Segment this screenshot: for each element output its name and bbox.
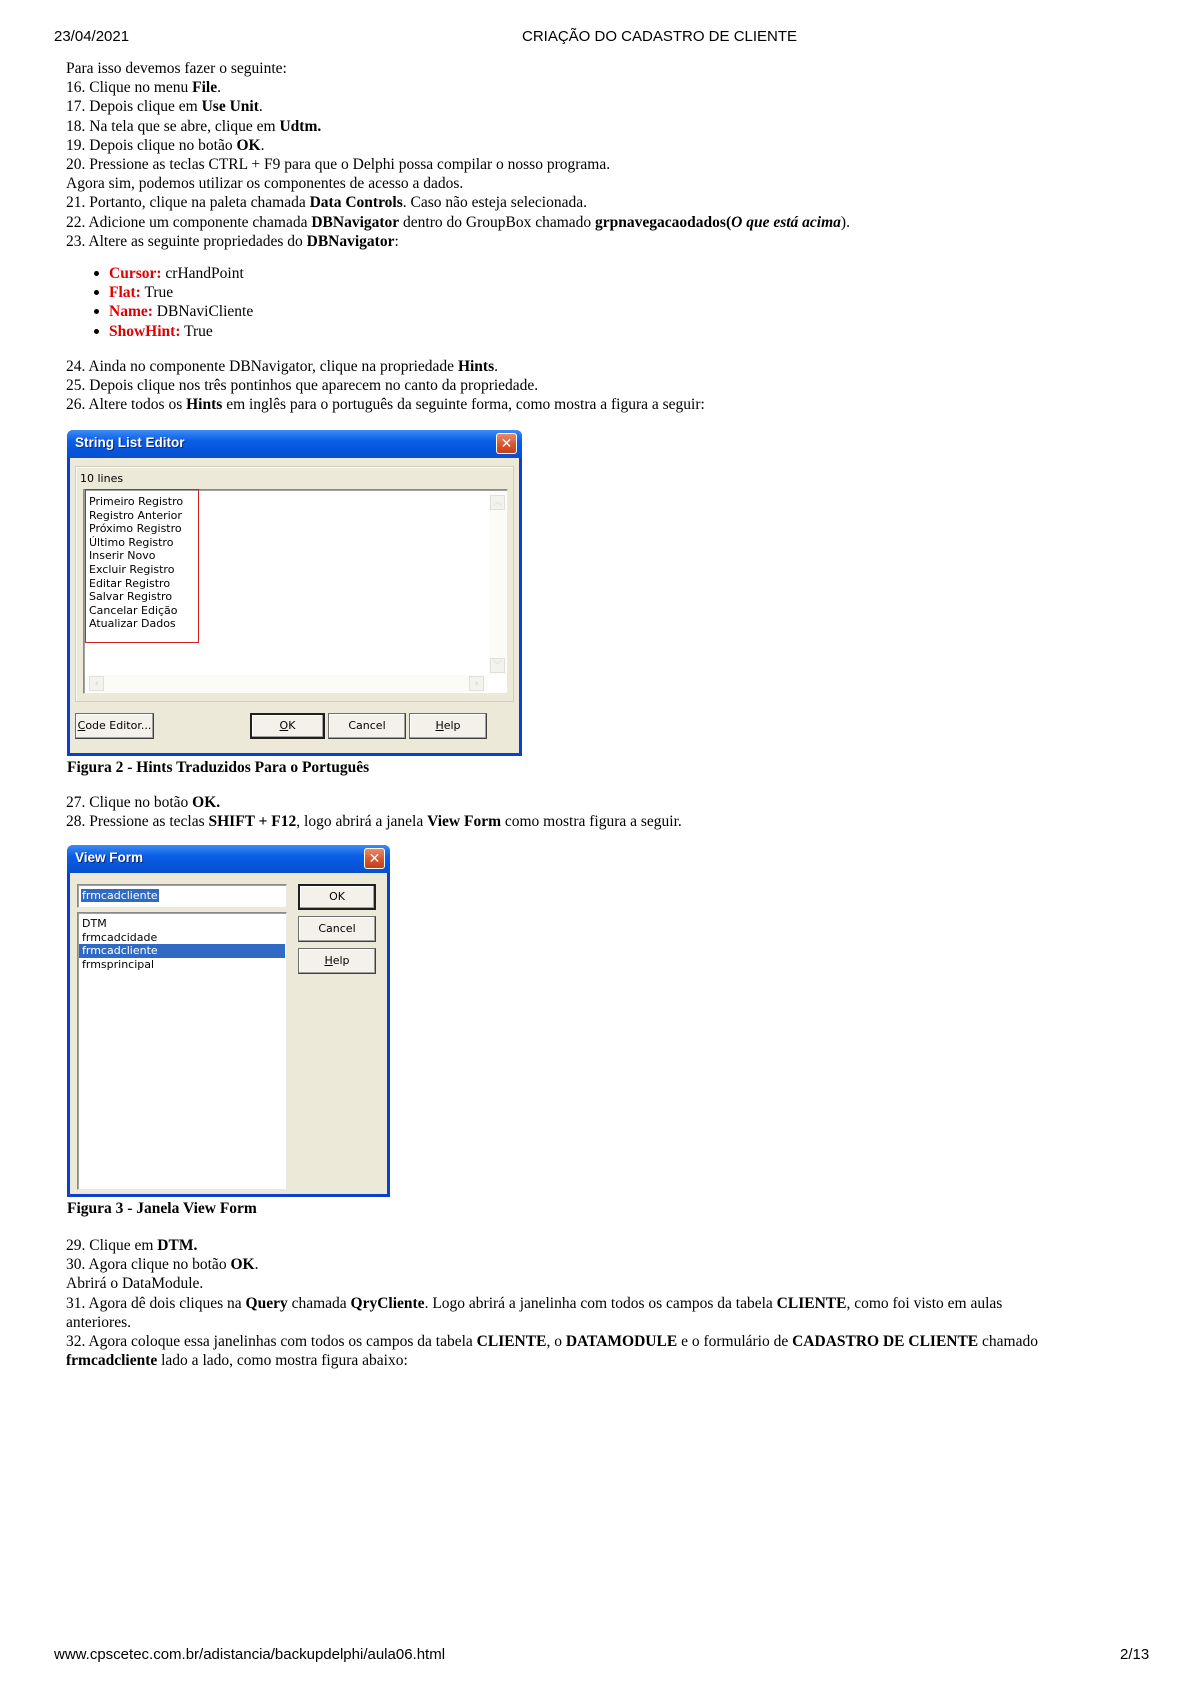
view-form-dialog — [67, 845, 390, 1197]
instruction-line: 31. Agora dê dois cliques na Query chamada QryCliente. Logo abrirá a janelinha com todos os campos da tabela CLIENTE, como foi visto em aulas — [66, 1294, 1003, 1312]
instruction-line: 32. Agora coloque essa janelinhas com todos os campos da tabela CLIENTE, o DATAMODULE e o formulário de CADASTRO DE CLIENTE chamado — [66, 1333, 1038, 1350]
dialog-title: View Form — [75, 850, 144, 865]
instruction-line: Abrirá o DataModule. — [66, 1275, 204, 1293]
cancel-button[interactable]: Cancel — [298, 916, 376, 942]
instruction-line: 19. Depois clique no botão OK. — [66, 136, 265, 154]
property-item: Cursor: crHandPoint — [94, 264, 244, 283]
form-list-item[interactable]: DTM — [82, 917, 107, 930]
instruction-line: 22. Adicione um componente chamada DBNavigator dentro do GroupBox chamado grpnavegacaodados(O que está acima). — [66, 213, 850, 231]
scroll-right-icon[interactable]: › — [469, 676, 484, 691]
close-icon[interactable]: ✕ — [496, 433, 517, 454]
bullet-icon — [94, 329, 99, 334]
vertical-scrollbar[interactable] — [489, 491, 506, 675]
figure-2-caption: Figura 2 - Hints Traduzidos Para o Português — [67, 759, 370, 776]
dialog-title: String List Editor — [75, 435, 185, 450]
instruction-line: 21. Portanto, clique na paleta chamada Data Controls. Caso não esteja selecionada. — [66, 194, 587, 212]
ok-button[interactable]: OK — [250, 713, 325, 739]
header-date: 23/04/2021 — [54, 28, 130, 45]
lines-groupbox — [75, 466, 514, 702]
string-line: Atualizar Dados — [89, 617, 176, 631]
bullet-icon — [94, 290, 99, 295]
bullet-icon — [94, 309, 99, 314]
instruction-line: 17. Depois clique em Use Unit. — [66, 98, 263, 116]
string-line: Salvar Registro — [89, 590, 173, 604]
scroll-down-icon[interactable]: ﹀ — [490, 658, 505, 673]
property-item: Name: DBNaviCliente — [94, 302, 253, 321]
instruction-line: 27. Clique no botão OK. — [66, 794, 221, 811]
scroll-left-icon[interactable]: ‹ — [89, 676, 104, 691]
instruction-line: 24. Ainda no componente DBNavigator, clique na propriedade Hints. — [66, 358, 498, 375]
code-editor-button[interactable]: Code Editor... — [75, 713, 154, 739]
help-button[interactable]: Help — [298, 948, 376, 974]
instruction-line: 30. Agora clique no botão OK. — [66, 1256, 259, 1274]
string-line: Inserir Novo — [89, 549, 156, 563]
bullet-icon — [94, 271, 99, 276]
horizontal-scrollbar[interactable] — [85, 675, 488, 692]
close-icon[interactable]: ✕ — [364, 848, 385, 869]
property-item: Flat: True — [94, 283, 173, 302]
form-list-item[interactable]: frmcadcidade — [82, 930, 158, 944]
cancel-button[interactable]: Cancel — [328, 713, 406, 739]
instruction-line: 29. Clique em DTM. — [66, 1237, 198, 1254]
title-bar — [67, 430, 522, 458]
footer-url: www.cpscetec.com.br/adistancia/backupdelphi/aula06.html — [54, 1646, 446, 1663]
instruction-line: Agora sim, podemos utilizar os componentes de acesso a dados. — [66, 175, 464, 193]
scroll-up-icon[interactable]: ︿ — [490, 495, 505, 510]
string-line: Próximo Registro — [89, 522, 182, 536]
edited-lines-highlight — [85, 489, 199, 643]
instruction-line: 16. Clique no menu File. — [66, 79, 221, 97]
string-line: Último Registro — [89, 535, 174, 549]
property-item: ShowHint: True — [94, 322, 213, 341]
form-list-item[interactable]: frmsprincipal — [82, 957, 155, 971]
footer-page-number: 2/13 — [1120, 1646, 1150, 1663]
form-name-input[interactable]: frmcadcliente — [77, 884, 287, 908]
instruction-line: anteriores. — [66, 1313, 131, 1331]
instruction-line: 28. Pressione as teclas SHIFT + F12, logo abrirá a janela View Form como mostra figura a seguir. — [66, 813, 682, 831]
instruction-line: 25. Depois clique nos três pontinhos que aparecem no canto da propriedade. — [66, 377, 539, 395]
instruction-line: 20. Pressione as teclas CTRL + F9 para que o Delphi possa compilar o nosso programa. — [66, 156, 611, 173]
string-line: Primeiro Registro — [89, 495, 184, 508]
string-line: Cancelar Edição — [89, 603, 178, 617]
help-button[interactable]: Help — [409, 713, 487, 739]
title-bar — [67, 845, 390, 873]
instruction-line: 26. Altere todos os Hints em inglês para o português da seguinte forma, como mostra a figura a seguir: — [66, 396, 705, 414]
string-line: Excluir Registro — [89, 562, 175, 576]
string-list-editor-dialog — [67, 430, 522, 756]
instruction-line: Para isso devemos fazer o seguinte: — [66, 60, 287, 77]
strings-memo[interactable] — [83, 489, 508, 694]
ok-button[interactable]: OK — [298, 884, 376, 910]
instruction-line: frmcadcliente lado a lado, como mostra figura abaixo: — [66, 1352, 408, 1370]
form-list-item[interactable]: frmcadcliente — [79, 944, 285, 958]
string-line: Editar Registro — [89, 576, 171, 590]
forms-listbox[interactable] — [77, 912, 287, 1190]
header-title: CRIAÇÃO DO CADASTRO DE CLIENTE — [522, 28, 798, 45]
line-count-label: 10 lines — [80, 472, 124, 485]
instruction-line: 23. Altere as seguinte propriedades do DBNavigator: — [66, 232, 399, 250]
instruction-line: 18. Na tela que se abre, clique em Udtm. — [66, 117, 322, 135]
figure-3-caption: Figura 3 - Janela View Form — [67, 1200, 257, 1217]
string-line: Registro Anterior — [89, 508, 182, 522]
